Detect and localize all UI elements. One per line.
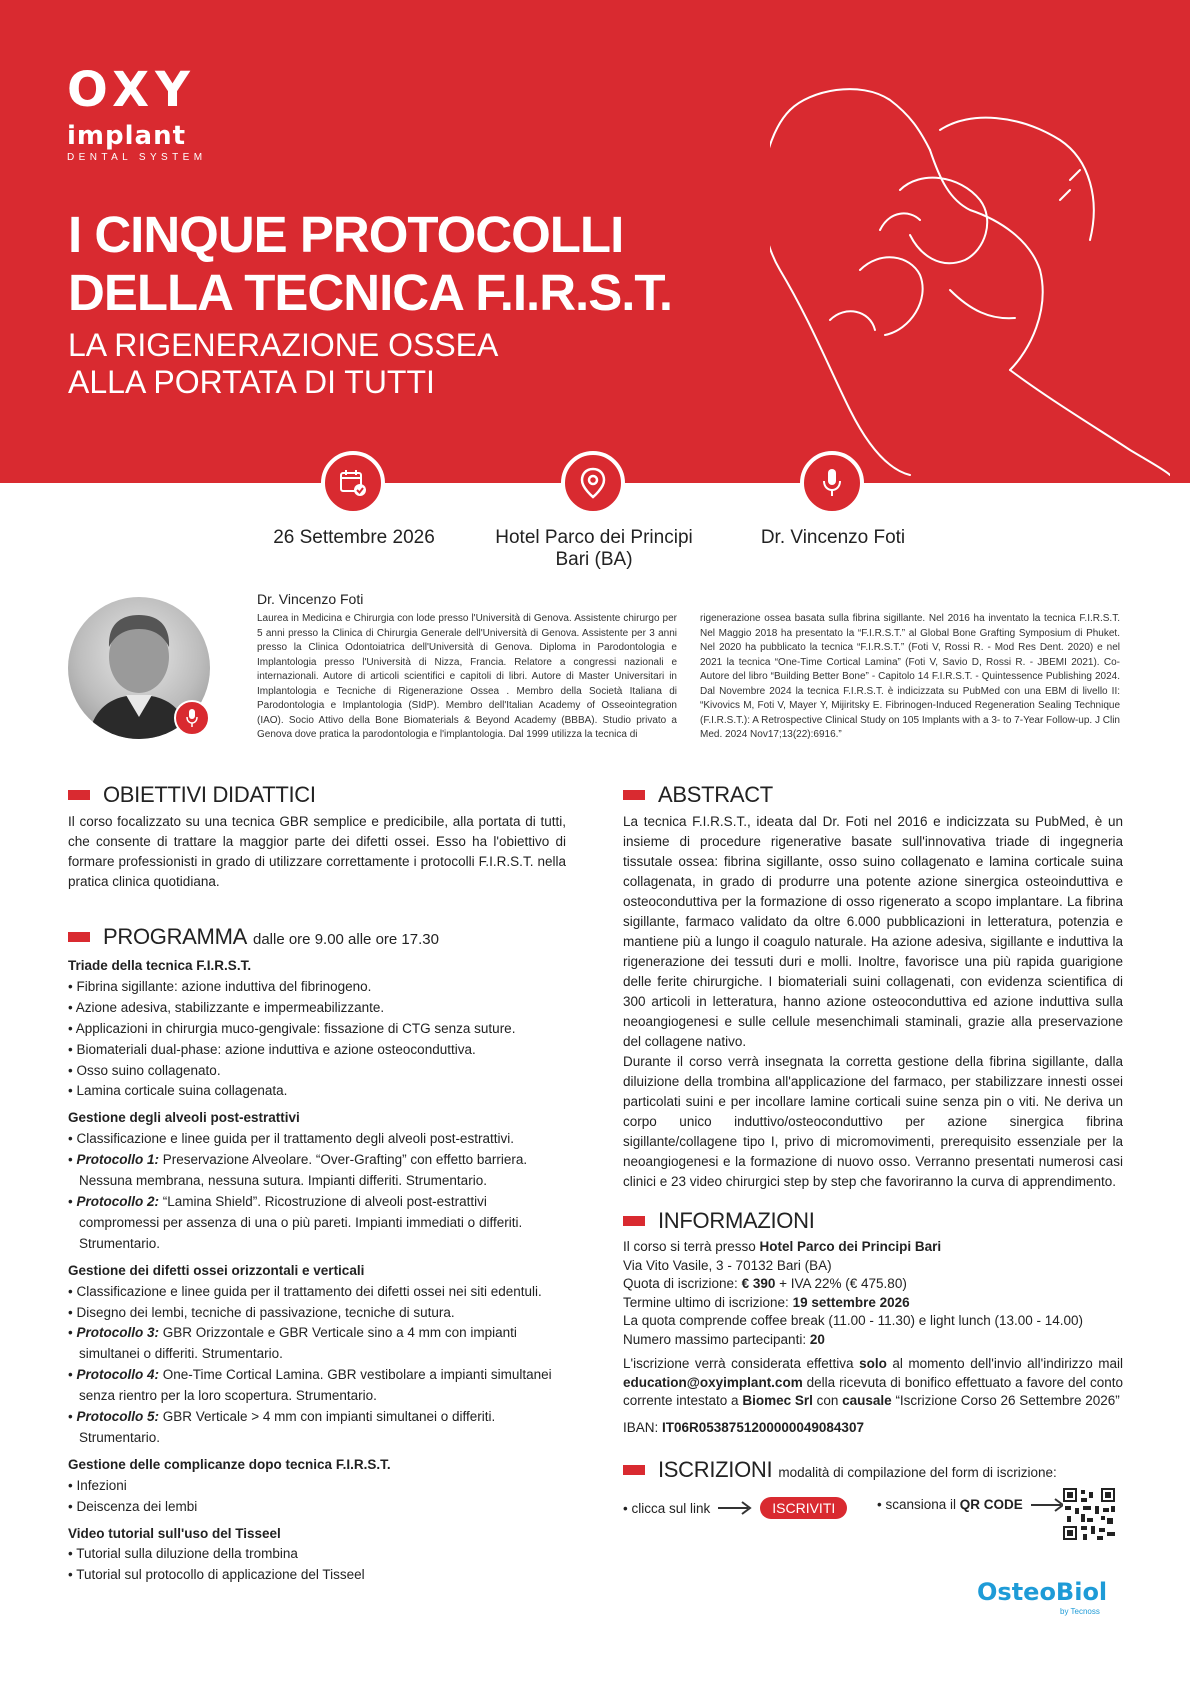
iban-label: IBAN: (623, 1420, 663, 1435)
abstract-text (623, 812, 1123, 1192)
list-item: • Lamina corticale suina collagenata. (68, 1083, 288, 1099)
protocol-text: Preservazione Alveolare. “Over-Grafting” con effetto barriera. Nessuna membrana, nessuna sutura. Impianti differiti. Strumentario. (79, 1152, 528, 1189)
fee-amount: € 390 (741, 1276, 776, 1291)
included-line: La quota comprende coffee break (11.00 - 11.30) e light lunch (13.00 - 14.00) (623, 1313, 1084, 1328)
section-marker (623, 1465, 645, 1475)
venue-line-2: Bari (BA) (555, 549, 633, 570)
logo-word: implant (67, 121, 187, 151)
qr-code-row (877, 1497, 1073, 1512)
list-item: • Protocollo 1: Preservazione Alveolare. “Over-Grafting” con effetto barriera. Nessuna membrana, nessuna sutura. Impianti differiti. Strumentario. (68, 1152, 528, 1189)
programma-list (68, 956, 568, 1586)
text: con (812, 1393, 843, 1408)
fee-line (623, 1275, 1123, 1294)
speaker-microphone-icon (174, 700, 210, 736)
logo-mark: OXY (67, 62, 196, 118)
program-group-title: Triade della tecnica F.I.R.S.T. (68, 958, 252, 973)
section-title: ISCRIZIONI (658, 1457, 773, 1482)
event-venue (464, 527, 724, 571)
protocol-label: Protocollo 4: (76, 1367, 159, 1383)
max-participants: 20 (809, 1331, 825, 1347)
deadline-date: 19 settembre 2026 (792, 1294, 910, 1310)
section-title: INFORMAZIONI (658, 1208, 815, 1233)
program-group-title: Gestione dei difetti ossei orizzontali e verticali (68, 1262, 365, 1278)
protocol-label: Protocollo 2: (76, 1193, 159, 1209)
qr-text: • scansiona il (877, 1497, 960, 1512)
text: Numero massimo partecipanti: (623, 1331, 810, 1347)
section-marker (623, 1216, 645, 1226)
text: “Iscrizione Corso 26 Settembre 2026” (891, 1393, 1120, 1408)
title-line-2: DELLA TECNICA F.I.R.S.T. (68, 264, 673, 321)
subtitle-line-2: ALLA PORTATA DI TUTTI (68, 364, 435, 400)
text-bold: causale (842, 1393, 892, 1408)
text-bold: Biomec Srl (742, 1393, 813, 1408)
section-title: ABSTRACT (658, 782, 773, 807)
list-item: • Azione adesiva, stabilizzante e impermeabilizzante. (68, 999, 385, 1015)
arrow-right-icon (1031, 1498, 1065, 1512)
protocol-label: Protocollo 5: (76, 1409, 159, 1425)
list-item: • Classificazione e linee guida per il trattamento dei difetti ossei nei siti edentuli. (68, 1283, 542, 1299)
section-iscrizioni-header (623, 1457, 1057, 1483)
microphone-icon (800, 451, 864, 515)
list-item: • Protocollo 3: GBR Orizzontale e GBR Verticale sino a 4 mm con impianti simultanei o differiti. Strumentario. (68, 1325, 517, 1362)
abstract-paragraph-1: La tecnica F.I.R.S.T., ideata dal Dr. Foti nel 2016 e indicizzata su PubMed, è un insieme di procedure rigenerative basate sull'innovativa triade di ingegneria tissutale ossea: fibrina sigillante, osso suino collagenato e lamina corticale suina collagenata, in grado di produrre una potente azione sinergica osteoinduttiva e osteoconduttiva per la formazione di osso rigenerato a scopo implantare. La fibrina sigillante, farmaco validato da oltre 6.000 pubblicazioni in letteratura, potenzia e mantiene più a lungo il coagulo naturale. Ha azione adesiva, sigillante e induttiva la rigenerazione dei tessuti duri e molli. Inoltre, favorisce una più rapida guarigione delle ferite chirurgiche. I biomateriali suini collagenati, con evidenza scientifica di 300 articoli in letteratura, hanno azione osteoconduttiva ed azione induttiva sulla neoangiogenesi e sulle cellule mesenchimali staminali, grazie alla preservazione del collagene nativo. (623, 814, 1123, 1049)
page-subtitle (68, 327, 498, 401)
text: Il corso si terrà presso (623, 1239, 760, 1254)
register-link-text: • clicca sul link (623, 1500, 711, 1516)
event-speaker: Dr. Vincenzo Foti (760, 527, 906, 548)
section-marker (68, 790, 90, 800)
section-note: dalle ore 9.00 alle ore 17.30 (252, 931, 439, 948)
list-item: • Deiscenza dei lembi (68, 1498, 198, 1514)
section-title: OBIETTIVI DIDATTICI (103, 782, 316, 807)
program-group-title: Gestione delle complicanze dopo tecnica F.I.R.S.T. (68, 1456, 391, 1472)
protocol-text: One-Time Cortical Lamina. GBR vestibolare a impianti simultanei senza rientro per la loro scopertura. Strumentario. (79, 1367, 552, 1404)
list-item: • Infezioni (68, 1477, 127, 1493)
title-line-1: I CINQUE PROTOCOLLI (68, 206, 624, 263)
venue-line (623, 1238, 1123, 1257)
protocol-label: Protocollo 3: (76, 1325, 159, 1341)
text: Quota di iscrizione: (623, 1276, 742, 1291)
obiettivi-text: Il corso focalizzato su una tecnica GBR semplice e predicibile, alla portata di tutti, che consente di trattare la maggior parte dei difetti ossei. Esso ha l'obiettivo di formare professionisti in grado di utilizzare correttamente i protocolli F.I.R.S.T. nella pratica clinica quotidiana. (68, 814, 566, 889)
location-pin-icon (561, 451, 625, 515)
max-participants-line (623, 1331, 1123, 1350)
abstract-paragraph-2: Durante il corso verrà insegnata la corretta gestione della fibrina sigillante, dalla diluizione della trombina all'applicazione del farmaco, per stabilizzare innesti ossei particolati suini e per incollare lamine corticali suine senza pin o viti. Ne deriva un corpo unico induttivo/osteoconduttivo per azione sinergica fibrina sigillante/collagene tipo I, privo di micromovimenti, prerequisito essenziale per la neoangiogenesi e la formazione di nuovo osso. Verranno presentati numerosi casi clinici e 23 video chirurgici step by step che favoriranno la curva di apprendimento. (623, 1054, 1123, 1189)
list-item: • Biomateriali dual-phase: azione induttiva e azione osteoconduttiva. (68, 1041, 476, 1057)
section-obiettivi-header (68, 782, 316, 808)
text-bold: solo (859, 1356, 887, 1371)
text: al momento dell'invio all'indirizzo mail (886, 1356, 1123, 1371)
iscriviti-button[interactable]: ISCRIVITI (760, 1497, 847, 1519)
venue-name: Hotel Parco dei Principi Bari (759, 1239, 942, 1254)
registration-terms (623, 1355, 1123, 1411)
protocol-text: “Lamina Shield”. Ricostruzione di alveoli post-estrattivi compromessi per assenza di una o più pareti. Impianti immediati o differiti. Strumentario. (79, 1193, 523, 1251)
list-item: • Protocollo 5: GBR Verticale > 4 mm con impianti simultanei o differiti. Strumentario. (68, 1409, 496, 1445)
section-programma-header (68, 924, 439, 950)
bio-text-col2: rigenerazione ossea basata sulla fibrina sigillante. Nel 2016 ha inventato la tecnica F.I.R.S.T. Nel Maggio 2018 ha presentato la “F.I.R.S.T.” al Global Bone Grafting Symposium di Phuket. Nel 2020 ha pubblicato la tecnica “F.I.R.S.T.” (Foti V, Rossi R. - Mod Res Dent. 2020) e nel 2021 la tecnica “One-Time Cortical Lamina” (Foti V, Savio D, Rossi R. - JBEMI 2021). Co-Autore del libro “Building Better Bone” - Capitolo 14 F.I.R.S.T. - Quintessence Publishing 2024. Dal Novembre 2024 la tecnica F.I.R.S.T. è indicizzata su PubMed con una EBM di livello II: “Kivovics M, Foti V, Mayer Y, Mijiritsky E. Fibrinogen-Induced Regeneration Sealing Technique (F.I.R.S.T.): A Retrospective Clinical Study on 105 Implants with a 3- to 7-Year Follow-up. J Clin Med. 2024 Nov17;13(22):6916.” (700, 613, 1120, 740)
text: della ricevuta di bonifico effettuato a favore del conto corrente intestato a (623, 1374, 1123, 1408)
address-line: Via Vito Vasile, 3 - 70132 Bari (BA) (623, 1257, 832, 1273)
section-informazioni-header (623, 1208, 815, 1234)
section-abstract-header (623, 782, 773, 808)
list-item: • Disegno dei lembi, tecniche di passivazione, tecniche di sutura. (68, 1304, 455, 1320)
deadline-line (623, 1294, 1123, 1313)
list-item: • Tutorial sul protocollo di applicazione del Tisseel (68, 1567, 365, 1583)
oxy-implant-logo (67, 62, 207, 163)
section-marker (623, 790, 645, 800)
program-group-title: Video tutorial sull'uso del Tisseel (68, 1525, 281, 1541)
informazioni-details (623, 1238, 1123, 1349)
osteobiol-logo: OsteoBiol (977, 1578, 1108, 1606)
protocol-text: GBR Verticale > 4 mm con impianti simultanei o differiti. Strumentario. (79, 1409, 496, 1445)
section-title: PROGRAMMA (103, 924, 247, 949)
list-item: • Classificazione e linee guida per il trattamento degli alveoli post-estrattivi. (68, 1131, 514, 1147)
iban-line (623, 1420, 864, 1435)
arrow-right-icon (718, 1501, 752, 1515)
email-link[interactable]: education@oxyimplant.com (623, 1374, 803, 1390)
list-item: • Tutorial sulla diluzione della trombina (68, 1546, 298, 1562)
section-marker (68, 932, 90, 942)
logo-subtitle: DENTAL SYSTEM (67, 152, 207, 163)
list-item: • Protocollo 2: “Lamina Shield”. Ricostruzione di alveoli post-estrattivi compromessi per assenza di una o più pareti. Impianti immediati o differiti. Strumentario. (68, 1193, 523, 1251)
page-title (68, 206, 672, 322)
qr-code-icon[interactable] (1063, 1488, 1115, 1540)
register-link-row (623, 1497, 847, 1519)
section-note: modalità di compilazione del form di iscrizione: (778, 1465, 1057, 1480)
bio-text-col1: Laurea in Medicina e Chirurgia con lode presso l'Università di Genova. Assistente chirurgo per 5 anni presso la Clinica di Chirurgia Generale dell'Università di Genova. Assistente per 3 anni presso la Clinica Odontoiatrica dell'Università di Genova. Diploma in Parodontologia e Implantologia presso l'Università di Nizza, Francia. Relatore a congressi nazionali e internazionali. Autore di articoli scientifici e capitoli di libri. Autore di Master Universitari in Implantologia e Tecniche di Rigenerazione Ossea . Membro della Società Italiana di Parodontologia e Implantologia (SIdP). Membro dell'Italian Academy of Osseointegration (IAO). Socio Attivo della Bone Biomaterials & Beyond Academy (BBBA). Studio privato a Genova dove pratica la parodontologia e l'implantologia. Dal 1999 utilizza la tecnica di (257, 613, 677, 740)
event-date: 26 Settembre 2026 (273, 527, 435, 548)
text: + IVA 22% (€ 475.80) (775, 1276, 907, 1291)
hero-banner (0, 0, 1190, 483)
text: L'iscrizione verrà considerata effettiva (623, 1356, 860, 1371)
list-item: • Osso suino collagenato. (68, 1062, 221, 1078)
list-item: • Applicazioni in chirurgia muco-gengivale: fissazione di CTG senza suture. (68, 1020, 516, 1036)
subtitle-line-1: LA RIGENERAZIONE OSSEA (68, 327, 499, 363)
protocol-label: Protocollo 1: (76, 1152, 159, 1168)
list-item: • Fibrina sigillante: azione induttiva del fibrinogeno. (68, 978, 372, 994)
qr-label: QR CODE (959, 1497, 1023, 1512)
hand-line-art-icon (770, 70, 1170, 480)
protocol-text: GBR Orizzontale e GBR Verticale sino a 4 mm con impianti simultanei o differiti. Strumentario. (79, 1325, 517, 1362)
list-item: • Protocollo 4: One-Time Cortical Lamina. GBR vestibolare a impianti simultanei senza rientro per la loro scopertura. Strumentario. (68, 1367, 552, 1404)
iban-value: IT06R0538751200000049084307 (662, 1420, 864, 1435)
venue-line-1: Hotel Parco dei Principi (495, 527, 693, 548)
calendar-icon (321, 451, 385, 515)
osteobiol-sub: by Tecnoss (1060, 1607, 1100, 1616)
bio-name: Dr. Vincenzo Foti (257, 591, 364, 607)
program-group-title: Gestione degli alveoli post-estrattivi (68, 1110, 300, 1126)
text: Termine ultimo di iscrizione: (623, 1294, 793, 1310)
